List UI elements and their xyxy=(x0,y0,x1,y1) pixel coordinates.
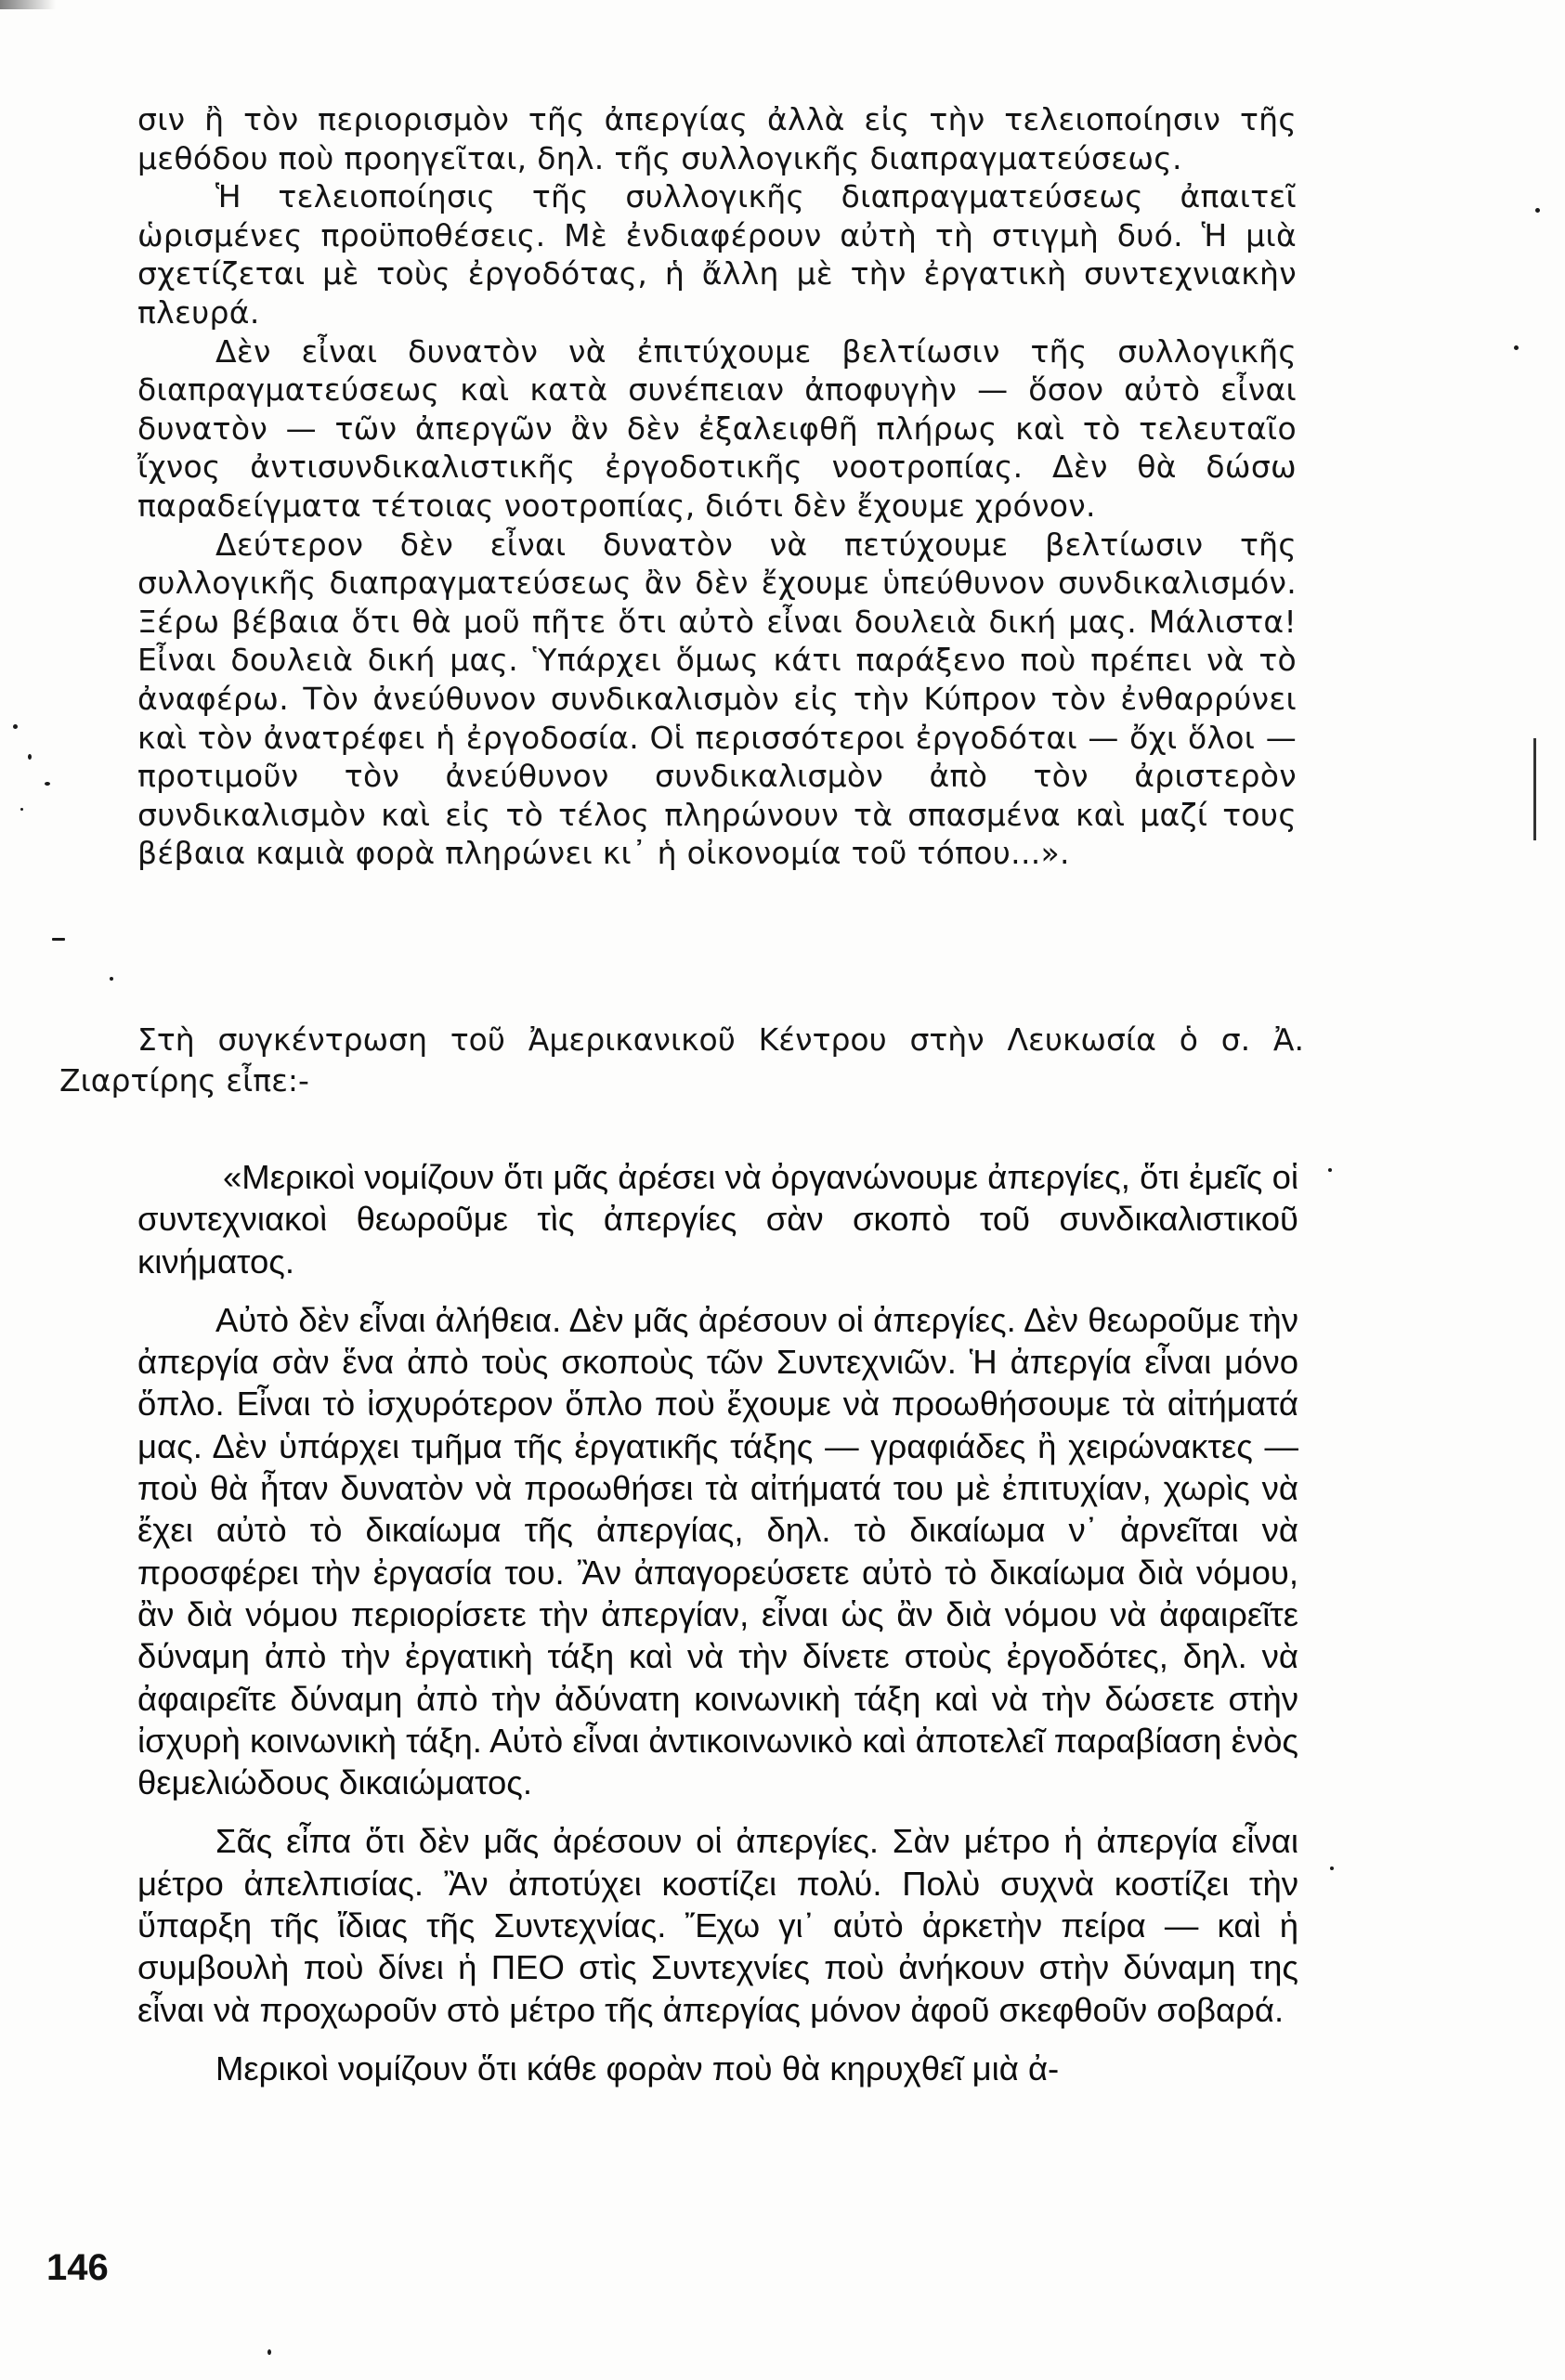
scan-speck xyxy=(13,724,18,729)
top-paragraph-2: Ἡ τελειοποίησις τῆς συλλογικῆς διαπραγματεύσεως ἀπαιτεῖ ὡρισμένες προϋποθέσεις. Μὲ ἐνδιαφέρουν αὐτὴ τὴ στιγμὴ δυό. Ἡ μιὰ σχετίζεται μὲ τοὺς ἐργοδότας, ἡ ἄλλη μὲ τὴν ἐργατικὴ συντεχνιακὴν πλευρά. xyxy=(137,178,1297,331)
scan-speck xyxy=(1328,1168,1332,1172)
speech-paragraph-4: Μερικοὶ νομίζουν ὅτι κάθε φορὰν ποὺ θὰ κηρυχθεῖ μιὰ ἀ- xyxy=(215,2048,1060,2087)
speech-paragraph-1: «Μερικοὶ νομίζουν ὅτι μᾶς ἀρέσει νὰ ὀργανώνουμε ἀπεργίες, ὅτι ἐμεῖς οἱ συντεχνιακοὶ θεωροῦμε τὶς ἀπεργίες σὰν σκοπὸ τοῦ συνδικαλιστικοῦ κινήματος. xyxy=(137,1158,1298,1281)
top-text-block xyxy=(137,100,1297,873)
scan-speck xyxy=(267,2349,271,2355)
scan-speck xyxy=(1535,208,1540,213)
scan-speck xyxy=(110,977,113,981)
scan-speck xyxy=(45,782,50,786)
scan-speck xyxy=(28,754,32,760)
scan-speck xyxy=(1514,345,1519,350)
scan-speck xyxy=(52,938,65,941)
speech-paragraph-2: Αὐτὸ δὲν εἶναι ἀλήθεια. Δὲν μᾶς ἀρέσουν οἱ ἀπεργίες. Δὲν θεωροῦμε τὴν ἀπεργία σὰν ἕνα ἀπὸ τοὺς σκοποὺς τῶν Συντεχνιῶν. Ἡ ἀπεργία εἶναι μόνο ὅπλο. Εἶναι τὸ ἰσχυρότερον ὅπλο ποὺ ἔχουμε νὰ προωθήσουμε τὰ αἰτήματά μας. Δὲν ὑπάρχει τμῆμα τῆς ἐργατικῆς τάξης — γραφιάδες ἢ χειρώνακτες — ποὺ θὰ ἦταν δυνατὸν νὰ προωθήσει τὰ αἰτήματά του μὲ ἐπιτυχίαν, χωρὶς νὰ ἔχει αὐτὸ τὸ δικαίωμα τῆς ἀπεργίας, δηλ. τὸ δικαίωμα ν᾿ ἀρνεῖται νὰ προσφέρει τὴν ἐργασία του. Ἂν ἀπαγορεύσετε αὐτὸ τὸ δικαίωμα διὰ νόμου, ἂν διὰ νόμου περιορίσετε τὴν ἀπεργίαν, εἶναι ὡς ἂν διὰ νόμου νὰ ἀφαιρεῖτε δύναμη ἀπὸ τὴν ἐργατικὴ τάξη καὶ νὰ τὴν δίνετε στοὺς ἐργοδότες, δηλ. νὰ ἀφαιρεῖτε δύναμη ἀπὸ τὴν ἀδύνατη κοινωνικὴ τάξη καὶ νὰ τὴν δώσετε στὴν ἰσχυρὴ κοινωνικὴ τάξη. Αὐτὸ εἶναι ἀντικοινωνικὸ καὶ ἀποτελεῖ παραβίαση ἑνὸς θεμελιώδους δικαιώματος. xyxy=(137,1300,1298,1802)
speech-block xyxy=(137,1156,1298,2089)
page-number: 146 xyxy=(46,2247,109,2288)
top-paragraph-3: Δὲν εἶναι δυνατὸν νὰ ἐπιτύχουμε βελτίωσιν τῆς συλλογικῆς διαπραγματεύσεως καὶ κατὰ συνέπειαν ἀποφυγὴν — ὅσον αὐτὸ εἶναι δυνατὸν — τῶν ἀπεργῶν ἂν δὲν ἐξαλειφθῆ πλήρως καὶ τὸ τελευταῖο ἴχνος ἀντισυνδικαλιστικῆς ἐργοδοτικῆς νοοτροπίας. Δὲν θὰ δώσω παραδείγματα τέτοιας νοοτροπίας, διότι δὲν ἔχουμε χρόνον. xyxy=(137,332,1297,524)
scan-edge-mark xyxy=(0,0,56,9)
scan-speck xyxy=(1330,1866,1334,1870)
top-paragraph-1: σιν ἢ τὸν περιορισμὸν τῆς ἀπεργίας ἀλλὰ εἰς τὴν τελειοποίησιν τῆς μεθόδου ποὺ προηγεῖται, δηλ. τῆς συλλογικῆς διαπραγματεύσεως. xyxy=(137,101,1297,176)
top-paragraph-4: Δεύτερον δὲν εἶναι δυνατὸν νὰ πετύχουμε βελτίωσιν τῆς συλλογικῆς διαπραγματεύσεως ἂν δὲν ἔχουμε ὑπεύθυνον συνδικαλισμόν. Ξέρω βέβαια ὅτι θὰ μοῦ πῆτε ὅτι αὐτὸ εἶναι δουλειὰ δική μας. Μάλιστα! Εἶναι δουλειὰ δική μας. Ὑπάρχει ὅμως κάτι παράξενο ποὺ πρέπει νὰ τὸ ἀναφέρω. Τὸν ἀνεύθυνον συνδικαλισμὸν εἰς τὴν Κύπρον τὸν ἐνθαρρύνει καὶ τὸν ἀνατρέφει ἡ ἐργοδοσία. Οἱ περισσότεροι ἐργοδόται — ὄχι ὅλοι — προτιμοῦν τὸν ἀνεύθυνον συνδικαλισμὸν ἀπὸ τὸν ἀριστερὸν συνδικαλισμὸν καὶ εἰς τὸ τέλος πληρώνουν τὰ σπασμένα καὶ μαζί τους βέβαια καμιὰ φορὰ πληρώνει κι᾿ ἡ οἰκονομία τοῦ τόπου...». xyxy=(137,526,1297,872)
scan-speck xyxy=(20,808,23,811)
speech-paragraph-3: Σᾶς εἶπα ὅτι δὲν μᾶς ἀρέσουν οἱ ἀπεργίες. Σὰν μέτρο ἡ ἀπεργία εἶναι μέτρο ἀπελπισίας. Ἂν ἀποτύχει κοστίζει πολύ. Πολὺ συχνὰ κοστίζει τὴν ὕπαρξη τῆς ἴδιας τῆς Συντεχνίας. Ἔχω γι᾿ αὐτὸ ἀρκετὴν πείρα — καὶ ἡ συμβουλὴ ποὺ δίνει ἡ ΠΕΟ στὶς Συντεχνίες ποὺ ἀνήκουν στὴν δύναμη της εἶναι νὰ προχωροῦν στὸ μέτρο τῆς ἀπεργίας μόνον ἀφοῦ σκεφθοῦν σοβαρά. xyxy=(137,1822,1298,2029)
scan-edge-line xyxy=(1533,738,1536,840)
speech-intro: Στὴ συγκέντρωση τοῦ Ἀμερικανικοῦ Κέντρου στὴν Λευκωσία ὁ σ. Ἀ. Ζιαρτίρης εἶπε:- xyxy=(59,1021,1304,1099)
